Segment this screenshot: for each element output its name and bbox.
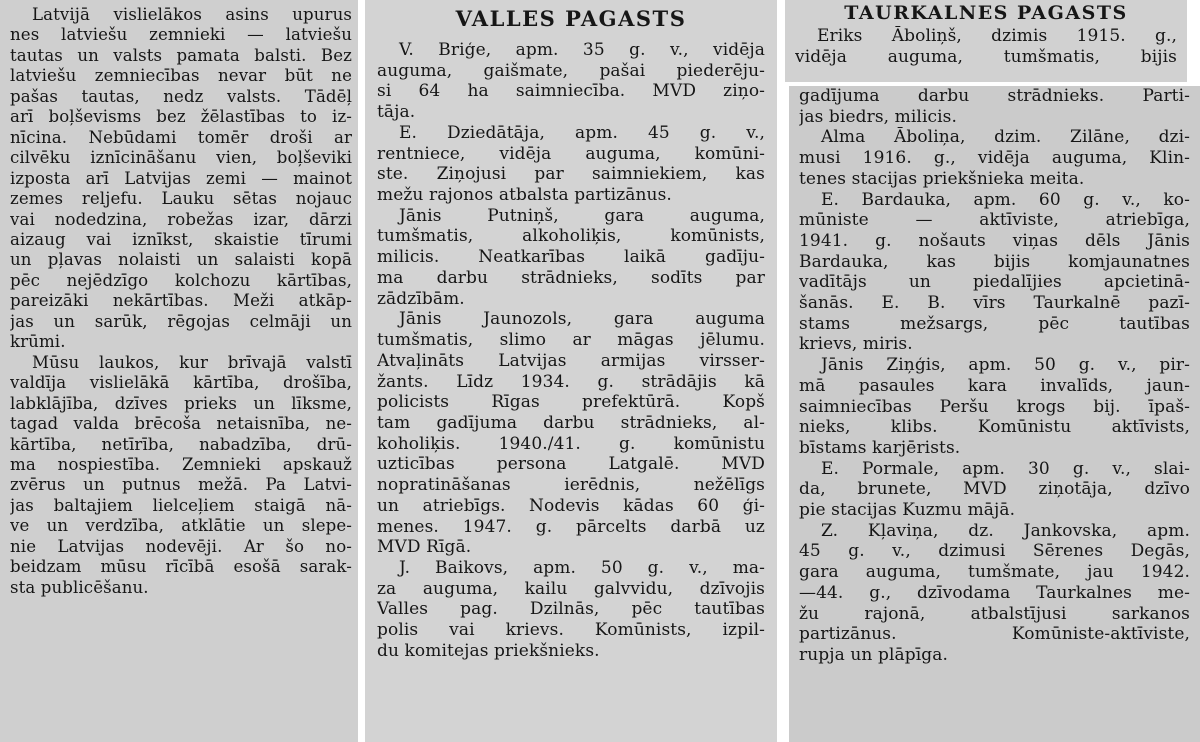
text-line: vai nodedzina, robežas izar, dārzi — [10, 209, 352, 229]
text-line: sta publicēšanu. — [10, 577, 149, 597]
text-line: tam gadījuma darbu strādnieks, al- — [377, 412, 765, 433]
text-line: milicis. Neatkarības laikā gadīju- — [377, 247, 765, 268]
taurkalnes-text-block — [789, 86, 1200, 742]
text-line: izposta arī Latvijas zemi — mainot — [10, 168, 352, 188]
section-heading-taurkalnes: TAURKALNES PAGASTS — [844, 2, 1128, 24]
column-valles-pagasts — [365, 0, 777, 742]
text-line: Atvaļināts Latvijas armijas virsser- — [377, 350, 765, 371]
column-intro — [0, 0, 360, 742]
text-line: mā pasaules kara invalīds, jaun- — [799, 375, 1190, 396]
text-line: valdīja vislielākā kārtība, drošība, — [10, 373, 352, 393]
text-line: tagad valda brēcoša netaisnība, ne- — [10, 414, 352, 434]
text-line: stams mežsargs, pēc tautības — [799, 313, 1190, 334]
text-line: Valles pag. Dzilnās, pēc tautības — [377, 599, 765, 620]
text-line: ma nospiestība. Zemnieki apskauž — [10, 454, 352, 474]
text-line: pašas tautas, nedz valsts. Tādēļ — [10, 86, 352, 106]
text-line: aizaug vai iznīkst, skaistie tīrumi — [10, 229, 352, 249]
taurkalnes-entries — [799, 86, 1190, 666]
text-line: pie stacijas Kuzmu mājā. — [799, 500, 1016, 521]
text-line: uzticības persona Latgalē. MVD — [377, 454, 765, 475]
text-line: MVD Rīgā. — [377, 537, 472, 558]
text-line: tāja. — [377, 102, 416, 123]
text-line: da, brunete, MVD ziņotāja, dzīvo — [799, 479, 1190, 500]
text-line: mūniste — aktīviste, atriebīga, — [799, 210, 1190, 231]
text-line: nieks, klibs. Komūnistu aktīvists, — [799, 417, 1190, 438]
text-line: gadījuma darbu strādnieks. Parti- — [799, 86, 1190, 106]
text-line: menes. 1947. g. pārcelts darbā uz — [377, 516, 765, 537]
intro-text-block — [0, 0, 358, 742]
text-line: kārtība, netīrība, nabadzība, drū- — [10, 434, 352, 454]
text-line: zemes reljefu. Lauku sētas nojauc — [10, 189, 352, 209]
text-line: labklājība, dzīves prieks un līksme, — [10, 393, 352, 413]
text-line: krievs, miris. — [799, 334, 913, 355]
text-line: bīstams karjērists. — [799, 437, 961, 458]
text-line: rentniece, vidēja auguma, komūni- — [377, 143, 765, 164]
valles-text-block — [365, 0, 777, 742]
taurkalnes-top-lines — [795, 26, 1177, 67]
taurkalnes-top-strip — [785, 0, 1187, 82]
text-line: zādzībām. — [377, 288, 465, 309]
text-line: šanās. E. B. vīrs Taurkalnē pazī- — [799, 293, 1190, 314]
text-line: Mūsu laukos, kur brīvajā valstī — [32, 352, 352, 372]
text-line: pareizāki nekārtības. Meži atkāp- — [10, 291, 352, 311]
text-line: Alma Āboliņa, dzim. Zilāne, dzi- — [821, 127, 1190, 148]
text-line: du komitejas priekšnieks. — [377, 640, 600, 661]
text-line: nie Latvijas nodevēji. Ar šo no- — [10, 536, 352, 556]
text-line: vidēja auguma, tumšmatis, bijis — [795, 46, 1177, 67]
text-line: žu rajonā, atbalstījusi sarkanos — [799, 603, 1190, 624]
section-heading-valles: VALLES PAGASTS — [455, 6, 687, 31]
text-line: si 64 ha saimniecība. MVD ziņo- — [377, 81, 765, 102]
text-line: pēc nejēdzīgo kolchozu kārtības, — [10, 270, 352, 290]
text-line: tumšmatis, slimo ar māgas jēlumu. — [377, 330, 765, 351]
text-line: nopratināšanas ierēdnis, nežēlīgs — [377, 475, 765, 496]
text-line: J. Baikovs, apm. 50 g. v., ma- — [399, 557, 765, 578]
text-line: —44. g., dzīvodama Taurkalnes me- — [799, 582, 1190, 603]
text-line: auguma, gaišmate, pašai piederēju- — [377, 60, 765, 81]
text-line: beidzam mūsu rīcībā esošā sarak- — [10, 557, 352, 577]
text-line: V. Briģe, apm. 35 g. v., vidēja — [399, 40, 765, 60]
text-line: 1941. g. nošauts viņas dēls Jānis — [799, 230, 1190, 251]
text-line: Bardauka, kas bijis komjaunatnes — [799, 251, 1190, 272]
text-line: za auguma, kailu galvvidu, dzīvojis — [377, 578, 765, 599]
text-line: E. Dziedātāja, apm. 45 g. v., — [399, 122, 765, 143]
column-taurkalnes-pagasts — [785, 0, 1200, 742]
text-line: ma darbu strādnieks, sodīts par — [377, 267, 765, 288]
text-line: un atriebīgs. Nodevis kādas 60 ģi- — [377, 495, 765, 516]
text-line: musi 1916. g., vidēja auguma, Klin- — [799, 148, 1190, 169]
text-line: krūmi. — [10, 332, 66, 352]
text-line: jas un sarūk, rēgojas celmāji un — [10, 311, 352, 331]
text-line: latviešu zemniecības nevar būt ne — [10, 66, 352, 86]
text-line: un pļavas nolaisti un salaisti kopā — [10, 250, 352, 270]
text-line: nes latviešu zemnieki — latviešu — [10, 25, 352, 45]
text-line: vadītājs un piedalījies apcietinā- — [799, 272, 1190, 293]
text-line: E. Pormale, apm. 30 g. v., slai- — [821, 458, 1190, 479]
text-line: Jānis Ziņģis, apm. 50 g. v., pir- — [821, 355, 1190, 376]
text-line: jas biedrs, milicis. — [799, 106, 957, 127]
text-line: cilvēku iznīcināšanu vien, boļševiki — [10, 148, 352, 168]
text-line: tumšmatis, alkoholiķis, komūnists, — [377, 226, 765, 247]
text-line: mežu rajonos atbalsta partizānus. — [377, 185, 672, 206]
text-line: policists Rīgas prefektūrā. Kopš — [377, 392, 765, 413]
text-line: partizānus. Komūniste-aktīviste, — [799, 624, 1190, 645]
text-line: rupja un plāpīga. — [799, 644, 948, 665]
text-line: zvērus un putnus mežā. Pa Latvi- — [10, 475, 352, 495]
text-line: Latvijā vislielākos asins upurus — [32, 5, 352, 24]
text-line: polis vai krievs. Komūnists, izpil- — [377, 620, 765, 641]
text-line: ve un verdzība, atklātie un slepe- — [10, 516, 352, 536]
text-line: Jānis Putniņš, gara auguma, — [399, 205, 765, 226]
text-line: jas baltajiem lielceļiem staigā nā- — [10, 495, 352, 515]
text-line: ste. Ziņojusi par saimniekiem, kas — [377, 164, 765, 185]
text-line: žants. Līdz 1934. g. strādājis kā — [377, 371, 765, 392]
text-line: nīcina. Nebūdami tomēr droši ar — [10, 127, 352, 147]
text-line: gara auguma, tumšmate, jau 1942. — [799, 562, 1190, 583]
intro-paragraphs — [10, 5, 352, 598]
text-line: tenes stacijas priekšnieka meita. — [799, 168, 1085, 189]
text-line: Jānis Jaunozols, gara auguma — [399, 309, 765, 330]
text-line: tautas un valsts pamata balsti. Bez — [10, 45, 352, 65]
text-line: Z. Kļaviņa, dz. Jankovska, apm. — [821, 520, 1190, 541]
text-line: arī boļševisms bez žēlastības to iz- — [10, 107, 352, 127]
valles-entries — [377, 40, 765, 662]
text-line: saimniecības Peršu krogs bij. īpaš- — [799, 396, 1190, 417]
text-line: koholiķis. 1940./41. g. komūnistu — [377, 433, 765, 454]
text-line: 45 g. v., dzimusi Sērenes Degās, — [799, 541, 1190, 562]
text-line: Eriks Āboliņš, dzimis 1915. g., — [817, 26, 1177, 46]
text-line: E. Bardauka, apm. 60 g. v., ko- — [821, 189, 1190, 210]
